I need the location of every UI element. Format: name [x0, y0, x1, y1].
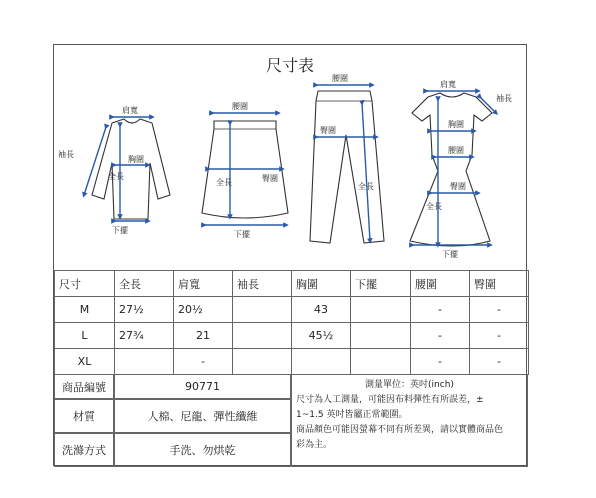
header-waist: 腰圍 [411, 271, 470, 297]
top-sleeve-label: 袖長 [58, 150, 74, 159]
top-length-label: 全長 [108, 172, 124, 181]
header-hem: 下擺 [351, 271, 411, 297]
size-row-m [55, 297, 529, 323]
product-code-label: 商品編號 [54, 374, 114, 399]
dress-length-label: 全長 [426, 202, 442, 211]
dress-chest-label: 胸圍 [448, 120, 464, 129]
header-sleeve: 袖長 [233, 271, 292, 297]
wash-value: 手洗、勿烘乾 [114, 433, 291, 467]
top-hem-label: 下擺 [112, 226, 128, 235]
dress-sleeve-label: 袖長 [496, 94, 512, 103]
pants-hip-label: 臀圍 [320, 126, 336, 135]
size-cell: - [411, 297, 470, 323]
size-chart-sheet [53, 44, 527, 466]
material-label: 材質 [54, 399, 114, 433]
pants-length-label: 全長 [358, 182, 374, 191]
size-cell: 45½ [292, 323, 351, 349]
pants-diagram [310, 73, 384, 243]
size-cell [233, 323, 292, 349]
size-cell: 21 [174, 323, 233, 349]
size-chart-title: 尺寸表 [265, 56, 314, 75]
size-cell [351, 297, 411, 323]
header-shoulder: 肩寬 [174, 271, 233, 297]
skirt-length-label: 全長 [216, 178, 232, 187]
size-cell [292, 349, 351, 375]
note-line: 尺寸為人工測量，可能因布料彈性有所誤差，± [296, 395, 484, 405]
header-size: 尺寸 [55, 271, 115, 297]
note-line: 商品顏色可能因螢幕不同有所差異，請以實體商品色 [296, 425, 504, 435]
dress-diagram [410, 79, 512, 259]
measurement-notes [291, 374, 528, 467]
dress-hem-label: 下擺 [442, 250, 458, 259]
header-chest: 胸圍 [292, 271, 351, 297]
wash-label: 洗滌方式 [54, 433, 114, 467]
dress-hip-label: 臀圍 [450, 182, 466, 191]
size-row-l [55, 323, 529, 349]
pants-waist-label: 腰圍 [332, 74, 348, 83]
size-table [54, 270, 529, 375]
size-cell: M [55, 297, 115, 323]
skirt-hip-label: 臀圍 [262, 174, 278, 183]
skirt-waist-label: 腰圍 [232, 102, 248, 111]
size-cell: 27¾ [115, 323, 174, 349]
size-row-xl [55, 349, 529, 375]
size-cell [351, 323, 411, 349]
size-cell [233, 297, 292, 323]
size-cell: - [411, 349, 470, 375]
header-length: 全長 [115, 271, 174, 297]
skirt-hem-label: 下擺 [234, 230, 250, 239]
material-value: 人棉、尼龍、彈性纖維 [114, 399, 291, 433]
size-table-header-row [55, 271, 529, 297]
skirt-diagram [202, 101, 288, 239]
garment-diagrams [54, 45, 528, 270]
unit-note: 測量單位：英吋(inch) [365, 380, 454, 390]
size-cell: - [470, 323, 529, 349]
top-shoulder-label: 肩寬 [122, 106, 138, 115]
product-code: 90771 [114, 374, 291, 399]
dress-waist-label: 腰圍 [448, 146, 464, 155]
note-line: 1~1.5 英吋皆屬正常範圍。 [296, 410, 408, 420]
size-cell: 27½ [115, 297, 174, 323]
size-cell: XL [55, 349, 115, 375]
size-cell: - [411, 323, 470, 349]
size-cell: - [470, 349, 529, 375]
top-diagram [58, 105, 170, 235]
size-cell: 20½ [174, 297, 233, 323]
size-cell [351, 349, 411, 375]
header-hip: 臀圍 [470, 271, 529, 297]
dress-shoulder-label: 肩寬 [440, 80, 456, 89]
size-cell: 43 [292, 297, 351, 323]
size-cell: - [174, 349, 233, 375]
note-line: 彩為主。 [296, 440, 333, 450]
size-cell: - [470, 297, 529, 323]
top-chest-label: 胸圍 [128, 155, 144, 164]
product-info [54, 374, 528, 467]
size-cell: L [55, 323, 115, 349]
size-cell [115, 349, 174, 375]
size-cell [233, 349, 292, 375]
